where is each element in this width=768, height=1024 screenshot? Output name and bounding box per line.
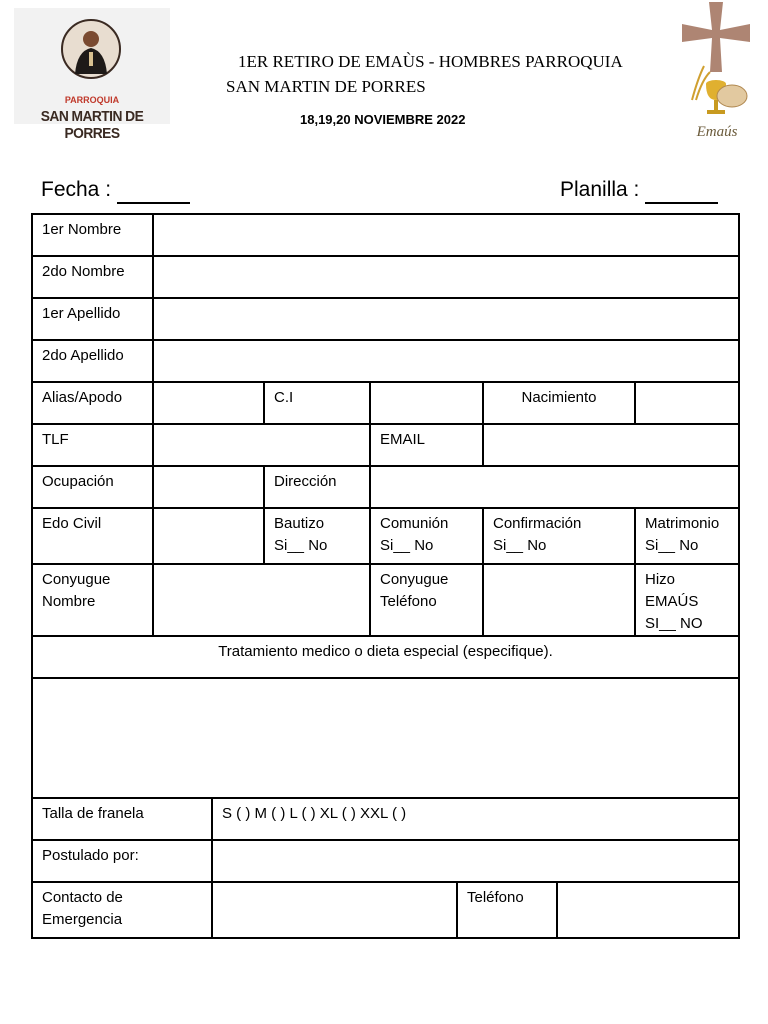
label-postulado: Postulado por: (32, 840, 212, 882)
label-tratamiento: Tratamiento medico o dieta especial (especifique). (32, 636, 739, 678)
emaus-script-text: Emaús (696, 124, 738, 140)
fecha-label: Fecha : (41, 178, 112, 201)
form-row (32, 214, 739, 256)
form-row (32, 678, 739, 798)
label-confirmacion: Confirmación (493, 515, 582, 532)
emaus-logo (676, 0, 756, 150)
form-row (32, 424, 739, 466)
input-ocupacion[interactable] (153, 466, 264, 508)
bautizo-cell[interactable] (264, 508, 370, 564)
form-row (32, 382, 739, 424)
label-conyugue-nombre (32, 564, 153, 636)
cross-chalice-icon (676, 0, 756, 125)
input-segundo-nombre[interactable] (153, 256, 739, 298)
label-email: EMAIL (370, 424, 483, 466)
input-tlf[interactable] (153, 424, 370, 466)
label-primer-nombre: 1er Nombre (32, 214, 153, 256)
conyugue-telefono-line2: Teléfono (380, 593, 437, 610)
input-direccion[interactable] (370, 466, 739, 508)
form-row (32, 636, 739, 678)
fecha-line[interactable] (117, 178, 190, 204)
saint-portrait-icon (60, 18, 122, 80)
label-bautizo: Bautizo (274, 515, 325, 532)
label-segundo-apellido: 2do Apellido (32, 340, 153, 382)
label-contacto-emergencia (32, 882, 212, 938)
confirmacion-cell[interactable] (483, 508, 635, 564)
input-segundo-apellido[interactable] (153, 340, 739, 382)
input-email[interactable] (483, 424, 739, 466)
label-telefono-emergencia: Teléfono (457, 882, 557, 938)
form-row (32, 340, 739, 382)
input-postulado[interactable] (212, 840, 739, 882)
input-edo-civil[interactable] (153, 508, 264, 564)
logo-name-text: SAN MARTIN DE PORRES (40, 108, 144, 142)
comunion-options: Si__ No (380, 537, 434, 554)
registration-form (31, 213, 740, 939)
logo-top-text: PARROQUIA (64, 95, 120, 105)
label-comunion: Comunión (380, 515, 449, 532)
label-primer-apellido: 1er Apellido (32, 298, 153, 340)
parish-title: SAN MARTIN DE PORRES (226, 77, 426, 96)
input-primer-apellido[interactable] (153, 298, 739, 340)
input-contacto-emergencia[interactable] (212, 882, 457, 938)
retreat-title: 1ER RETIRO DE EMAÙS - HOMBRES PARROQUIA (238, 52, 623, 71)
label-alias: Alias/Apodo (32, 382, 153, 424)
form-row (32, 798, 739, 840)
form-row (32, 466, 739, 508)
confirmacion-options: Si__ No (493, 537, 547, 554)
contacto-line1: Contacto de (42, 889, 123, 906)
form-row (32, 508, 739, 564)
label-ocupacion: Ocupación (32, 466, 153, 508)
form-row (32, 564, 739, 636)
matrimonio-cell[interactable] (635, 508, 739, 564)
conyugue-telefono-line1: Conyugue (380, 571, 449, 588)
planilla-line[interactable] (645, 178, 718, 204)
form-row (32, 840, 739, 882)
label-talla: Talla de franela (32, 798, 212, 840)
label-nacimiento: Nacimiento (483, 382, 635, 424)
form-row (32, 882, 739, 938)
form-row (32, 298, 739, 340)
hizo-emaus-options: SI__ NO (645, 615, 703, 632)
label-matrimonio: Matrimonio (645, 515, 720, 532)
planilla-label: Planilla : (560, 178, 640, 201)
hizo-emaus-cell[interactable] (635, 564, 739, 636)
parish-logo (14, 8, 170, 142)
label-edo-civil: Edo Civil (32, 508, 153, 564)
fecha-field[interactable] (41, 178, 190, 204)
retreat-dates: 18,19,20 NOVIEMBRE 2022 (300, 112, 466, 127)
label-conyugue-telefono (370, 564, 483, 636)
input-nacimiento[interactable] (635, 382, 739, 424)
contacto-line2: Emergencia (42, 911, 123, 928)
talla-options[interactable]: S ( ) M ( ) L ( ) XL ( ) XXL ( ) (212, 798, 739, 840)
planilla-field[interactable] (560, 178, 718, 204)
input-conyugue-telefono[interactable] (483, 564, 635, 636)
input-tratamiento[interactable] (32, 678, 739, 798)
label-tlf: TLF (32, 424, 153, 466)
input-ci[interactable] (370, 382, 483, 424)
input-telefono-emergencia[interactable] (557, 882, 739, 938)
label-segundo-nombre: 2do Nombre (32, 256, 153, 298)
matrimonio-options: Si__ No (645, 537, 699, 554)
conyugue-nombre-line2: Nombre (42, 593, 96, 610)
input-alias[interactable] (153, 382, 264, 424)
comunion-cell[interactable] (370, 508, 483, 564)
label-hizo-emaus: Hizo EMAÚS (645, 571, 699, 610)
label-ci: C.I (264, 382, 370, 424)
input-conyugue-nombre[interactable] (153, 564, 370, 636)
label-direccion: Dirección (264, 466, 370, 508)
bautizo-options: Si__ No (274, 537, 328, 554)
form-row (32, 256, 739, 298)
conyugue-nombre-line1: Conyugue (42, 571, 111, 588)
input-primer-nombre[interactable] (153, 214, 739, 256)
